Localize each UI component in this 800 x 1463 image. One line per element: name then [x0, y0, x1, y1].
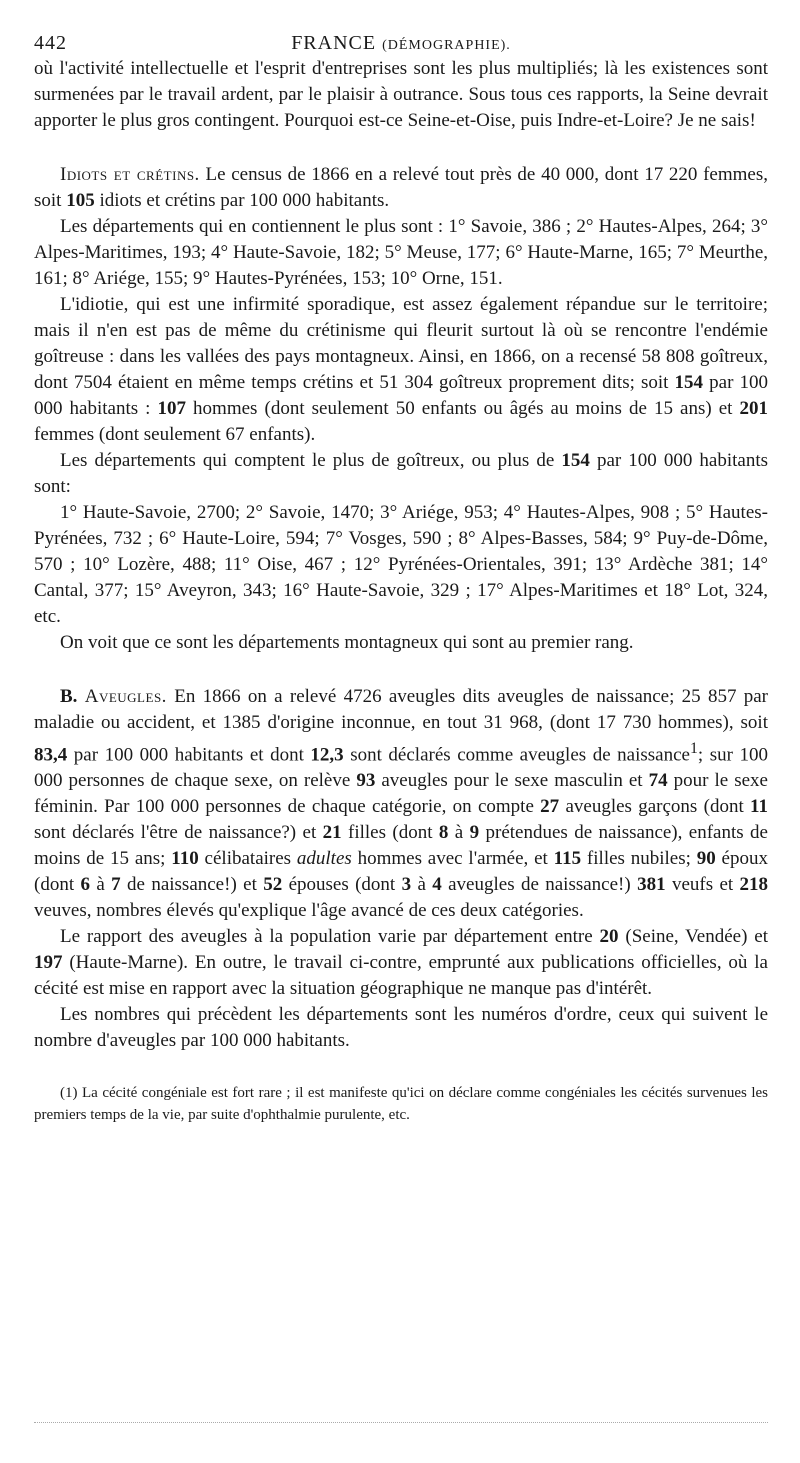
text-run: époux (dont	[34, 848, 768, 896]
text-run: (Seine, Vendée) et	[618, 926, 768, 948]
paragraph-idiotie	[34, 292, 768, 448]
paragraph-goitreux-list: 1° Haute-Savoie, 2700; 2° Savoie, 1470; 3° Ariége, 953; 4° Hautes-Alpes, 908 ; 5° Hautes-Pyrénées, 732 ; 6° Haute-Loire, 594; 7° Vosges, 590 ; 8° Alpes-Basses, 584; 9° Puy-de-Dôme, 570 ; 10° Lozère, 488; 11° Oise, 467 ; 12° Pyrénées-Orientales, 391; 13° Ardèche 381; 14° Cantal, 377; 15° Aveyron, 343; 16° Haute-Savoie, 329 ; 17° Alpes-Maritimes et 18° Lot, 324, etc.	[34, 502, 768, 627]
section-heading-aveugles: Aveugles.	[84, 686, 167, 707]
bold-figure: 21	[322, 822, 342, 844]
text-run: filles nubiles;	[581, 848, 697, 870]
paragraph-departments: Les départements qui en contiennent le plus sont : 1° Savoie, 386 ; 2° Hautes-Alpes, 264; 3° Alpes-Maritimes, 193; 4° Haute-Savoie, 182; 5° Meuse, 177; 6° Haute-Marne, 165; 7° Meurthe, 161; 8° Ariége, 155; 9° Hautes-Pyrénées, 153; 10° Orne, 151.	[34, 216, 768, 289]
text-run: à	[411, 874, 433, 896]
text-run: célibataires	[198, 848, 297, 870]
bold-figure: 201	[739, 398, 768, 419]
text-run: hommes avec l'armée, et	[351, 848, 554, 870]
bold-figure: 52	[263, 874, 283, 896]
running-title	[34, 30, 768, 59]
paragraph-montagneux: On voit que ce sont les départements montagneux qui sont au premier rang.	[60, 632, 634, 653]
bold-figure: 11	[750, 796, 768, 818]
section-idiots	[34, 162, 768, 214]
text-run: veufs et	[665, 874, 740, 896]
text-run: filles (dont	[341, 822, 439, 844]
section-heading-idiots: Idiots et crétins.	[60, 164, 200, 185]
text-run: aveugles de naissance!)	[441, 874, 638, 896]
running-title-main: FRANCE	[291, 32, 377, 54]
text-run: Le census de 1866 en a relevé tout près de 40 000, dont 17 220 femmes, soit	[34, 164, 769, 211]
footnote-marker: 1	[689, 740, 698, 757]
bold-figure: 9	[469, 822, 480, 844]
text-run: ; sur 100 000 personnes de chaque sexe, on relève	[34, 744, 768, 792]
text-run: veuves, nombres élevés qu'explique l'âge avancé de ces deux catégories.	[34, 900, 584, 922]
bold-figure: 7	[111, 874, 121, 896]
bold-figure: 154	[561, 450, 590, 471]
bottom-dotted-rule	[34, 1422, 768, 1423]
bold-figure: 27	[540, 796, 560, 818]
paragraph-nombres: Les nombres qui précèdent les départements sont les numéros d'ordre, ceux qui suivent le nombre d'aveugles par 100 000 habitants.	[34, 1004, 768, 1052]
running-header	[34, 30, 768, 56]
section-label: B.	[60, 686, 78, 707]
bold-figure: 3	[401, 874, 412, 896]
text-run: En 1866 on a relevé 4726 aveugles dits aveugles de naissance; 25 857 par maladie ou accident, et 1385 d'origine inconnue, en tout 31 968, (dont 17 730 hommes), soit	[34, 686, 769, 733]
text-run: par 100 000 habitants :	[34, 372, 768, 419]
text-run: (Haute-Marne). En outre, le travail ci-contre, emprunté aux publications officielles, où la cécité est mise en rapport avec la situation géographique ne manque pas d'intérêt.	[34, 952, 768, 1000]
text-run: Les départements qui comptent le plus de goîtreux, ou plus de	[60, 450, 562, 471]
bold-figure: 218	[739, 874, 769, 896]
text-run: aveugles garçons (dont	[559, 796, 751, 818]
text-run: Le rapport des aveugles à la population varie par département entre	[60, 926, 600, 948]
bold-figure: 107	[157, 398, 187, 419]
bold-figure: 74	[648, 770, 668, 792]
text-run: L'idiotie, qui est une infirmité sporadique, est assez également répandue sur le territoire; mais il n'en est pas de même du crétinisme qui fleurit surtout là où se rencontre l'endémie goîtreuse : dans les vallées des pays montagneux. Ainsi, en 1866, on a recensé 58 808 goîtreux, dont 7504 étaient en même temps crétins et 51 304 goîtreux proprement dits; soit	[34, 294, 768, 393]
footnote: (1) La cécité congéniale est fort rare ; il est manifeste qu'ici on déclare comme congéniales les cécités survenues les premiers temps de la vie, par suite d'ophthalmie purulente, etc.	[34, 1085, 768, 1124]
document-page	[34, 30, 768, 1126]
paragraph-intro: où l'activité intellectuelle et l'esprit d'entreprises sont les plus multipliés; là les existences sont surmenées par le travail ardent, par le plaisir à outrance. Sous tous ces rapports, la Seine devrait apporter le plus gros contingent. Pourquoi est-ce Seine-et-Oise, puis Indre-et-Loire? Je ne sais!	[34, 58, 768, 131]
paragraph-goitreux	[34, 448, 768, 500]
bold-figure: 83,4	[34, 744, 68, 766]
text-run: sont déclarés comme aveugles de naissance	[343, 744, 690, 766]
text-run: hommes (dont seulement 50 enfants ou âgés au moins de 15 ans) et	[186, 398, 740, 419]
text-run: femmes (dont seulement 67 enfants).	[34, 424, 316, 445]
bold-figure: 4	[432, 874, 442, 896]
text-run: sont déclarés l'être de naissance?) et	[34, 822, 323, 844]
bold-figure: 12,3	[310, 744, 344, 766]
text-run: de naissance!) et	[120, 874, 264, 896]
text-run: idiots et crétins par 100 000 habitants.	[94, 190, 390, 211]
text-run: prétendues de naissance), enfants de moins de 15 ans;	[34, 822, 768, 870]
bold-figure: 6	[80, 874, 90, 896]
text-run: à	[89, 874, 112, 896]
bold-figure: 8	[438, 822, 449, 844]
bold-figure: 197	[34, 952, 63, 974]
bold-figure: 154	[674, 372, 704, 393]
bold-figure: 381	[637, 874, 666, 896]
paragraph-rapport	[34, 924, 768, 1002]
text-run: par 100 000 habitants et dont	[67, 744, 311, 766]
running-title-sub: (DÉMOGRAPHIE).	[382, 38, 511, 53]
bold-figure: 115	[553, 848, 582, 870]
section-aveugles	[34, 684, 768, 924]
bold-figure: 20	[599, 926, 619, 948]
page-number: 442	[34, 32, 67, 54]
bold-figure: 93	[356, 770, 376, 792]
text-run: aveugles pour le sexe masculin et	[375, 770, 649, 792]
text-run: par 100 000 habitants sont:	[34, 450, 768, 497]
bold-figure: 105	[66, 190, 95, 211]
text-run: épouses (dont	[282, 874, 402, 896]
bold-figure: 90	[696, 848, 716, 870]
italic-word: adultes	[296, 848, 352, 870]
text-run: à	[448, 822, 470, 844]
text-run: pour le sexe féminin. Par 100 000 personnes de chaque catégorie, on compte	[34, 770, 768, 818]
bold-figure: 110	[171, 848, 199, 870]
